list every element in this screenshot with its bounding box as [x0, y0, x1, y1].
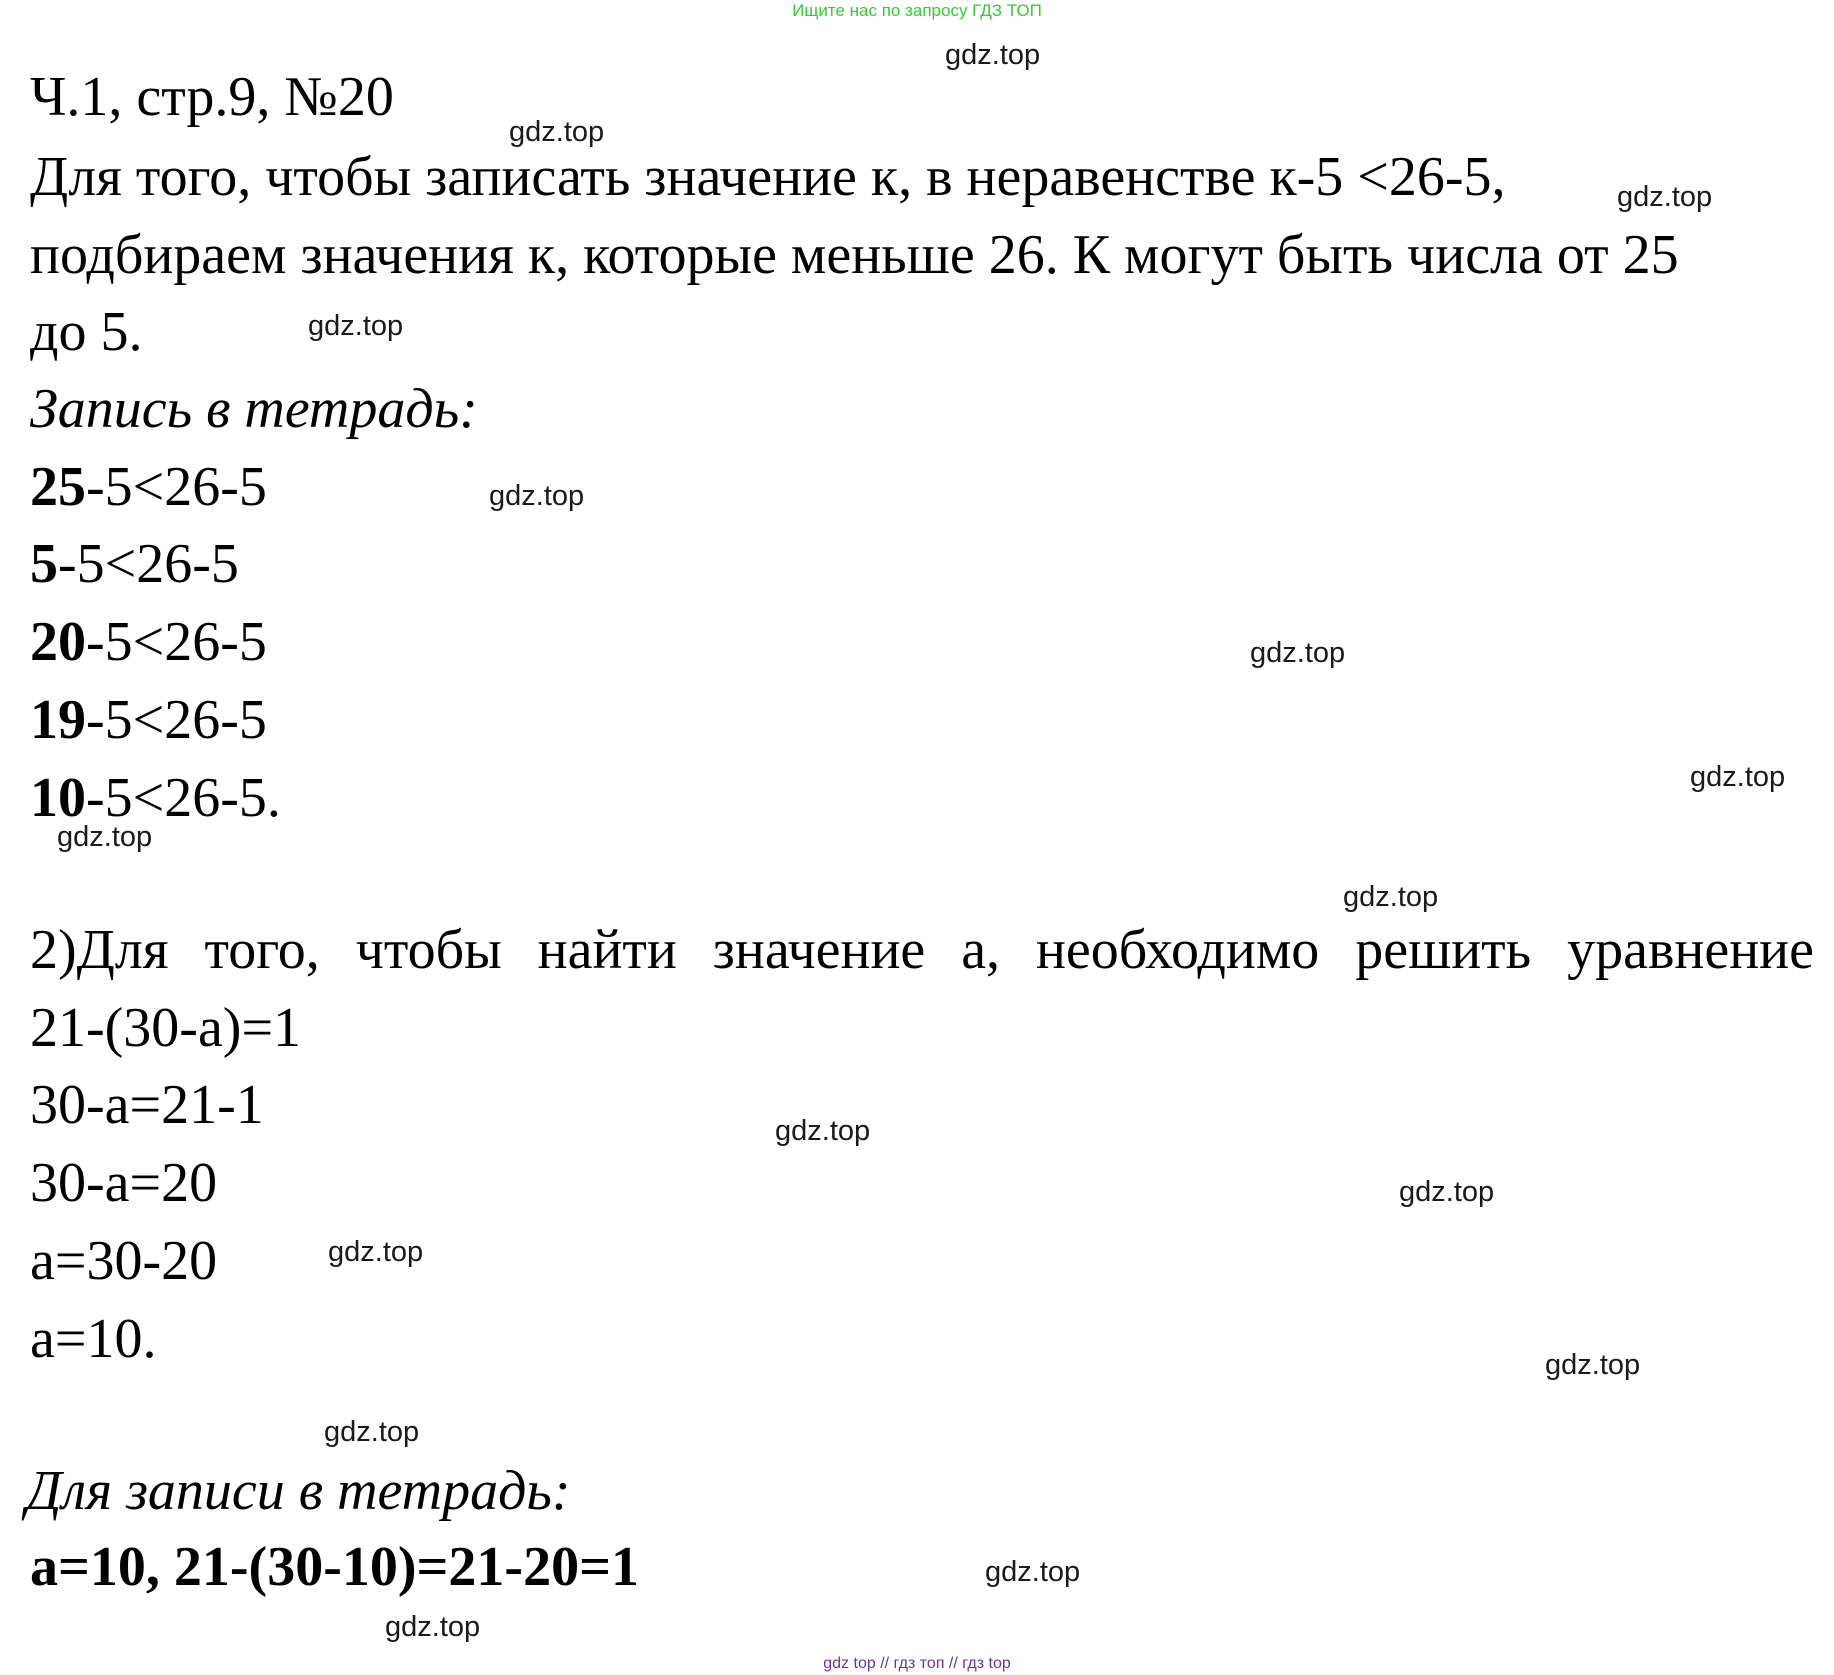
equation-step: 30-а=20 — [30, 1152, 218, 1214]
watermark: gdz.top — [324, 1416, 420, 1448]
watermark: gdz.top — [57, 821, 153, 853]
notebook-label-2: Для записи в тетрадь: — [26, 1460, 571, 1522]
record-line — [30, 455, 267, 519]
record-line — [30, 688, 267, 752]
record-line — [30, 610, 267, 674]
watermark: gdz.top — [1690, 761, 1786, 793]
part1-line-2: подбираем значения к, которые меньше 26. К могут быть числа от 25 — [30, 224, 1679, 286]
equation-step: а=10. — [30, 1308, 157, 1370]
watermark: gdz.top — [308, 310, 404, 342]
record-rest: -5<26-5 — [86, 689, 267, 751]
part1-line-3: до 5. — [30, 301, 143, 363]
record-rest: -5<26-5. — [86, 767, 281, 829]
record-bold: 5 — [30, 533, 58, 595]
record-bold: 25 — [30, 456, 86, 518]
part1-line-1: Для того, чтобы записать значение к, в неравенстве к-5 <26-5, — [30, 146, 1506, 208]
page-title: Ч.1, стр.9, №20 — [30, 66, 394, 128]
final-answer-text: а=10, 21-(30-10)=21-20=1 — [30, 1536, 639, 1598]
equation-step: а=30-20 — [30, 1230, 218, 1292]
bottom-banner[interactable]: gdz top // гдз топ // гдз top — [823, 1655, 1011, 1672]
watermark: gdz.top — [489, 480, 585, 512]
record-bold: 20 — [30, 611, 86, 673]
equation-step: 21-(30-а)=1 — [30, 997, 302, 1059]
equation-step: 30-а=21-1 — [30, 1074, 264, 1136]
record-line — [30, 532, 239, 596]
watermark: gdz.top — [985, 1556, 1081, 1588]
notebook-label-1: Запись в тетрадь: — [30, 378, 478, 440]
watermark: gdz.top — [1399, 1176, 1495, 1208]
watermark: gdz.top — [775, 1115, 871, 1147]
record-rest: -5<26-5 — [86, 456, 267, 518]
record-bold: 19 — [30, 689, 86, 751]
final-answer — [30, 1535, 639, 1599]
watermark: gdz.top — [1343, 881, 1439, 913]
watermark: gdz.top — [1617, 181, 1713, 213]
record-rest: -5<26-5 — [58, 533, 239, 595]
record-rest: -5<26-5 — [86, 611, 267, 673]
watermark: gdz.top — [385, 1611, 481, 1643]
part2-intro: 2)Для того, чтобы найти значение а, необходимо решить уравнение — [30, 919, 1814, 981]
record-bold: 10 — [30, 767, 86, 829]
watermark: gdz.top — [1250, 637, 1346, 669]
watermark: gdz.top — [328, 1236, 424, 1268]
watermark: gdz.top — [1545, 1349, 1641, 1381]
top-banner[interactable]: Ищите нас по запросу ГДЗ ТОП — [792, 1, 1042, 20]
watermark: gdz.top — [509, 116, 605, 148]
watermark: gdz.top — [945, 39, 1041, 71]
